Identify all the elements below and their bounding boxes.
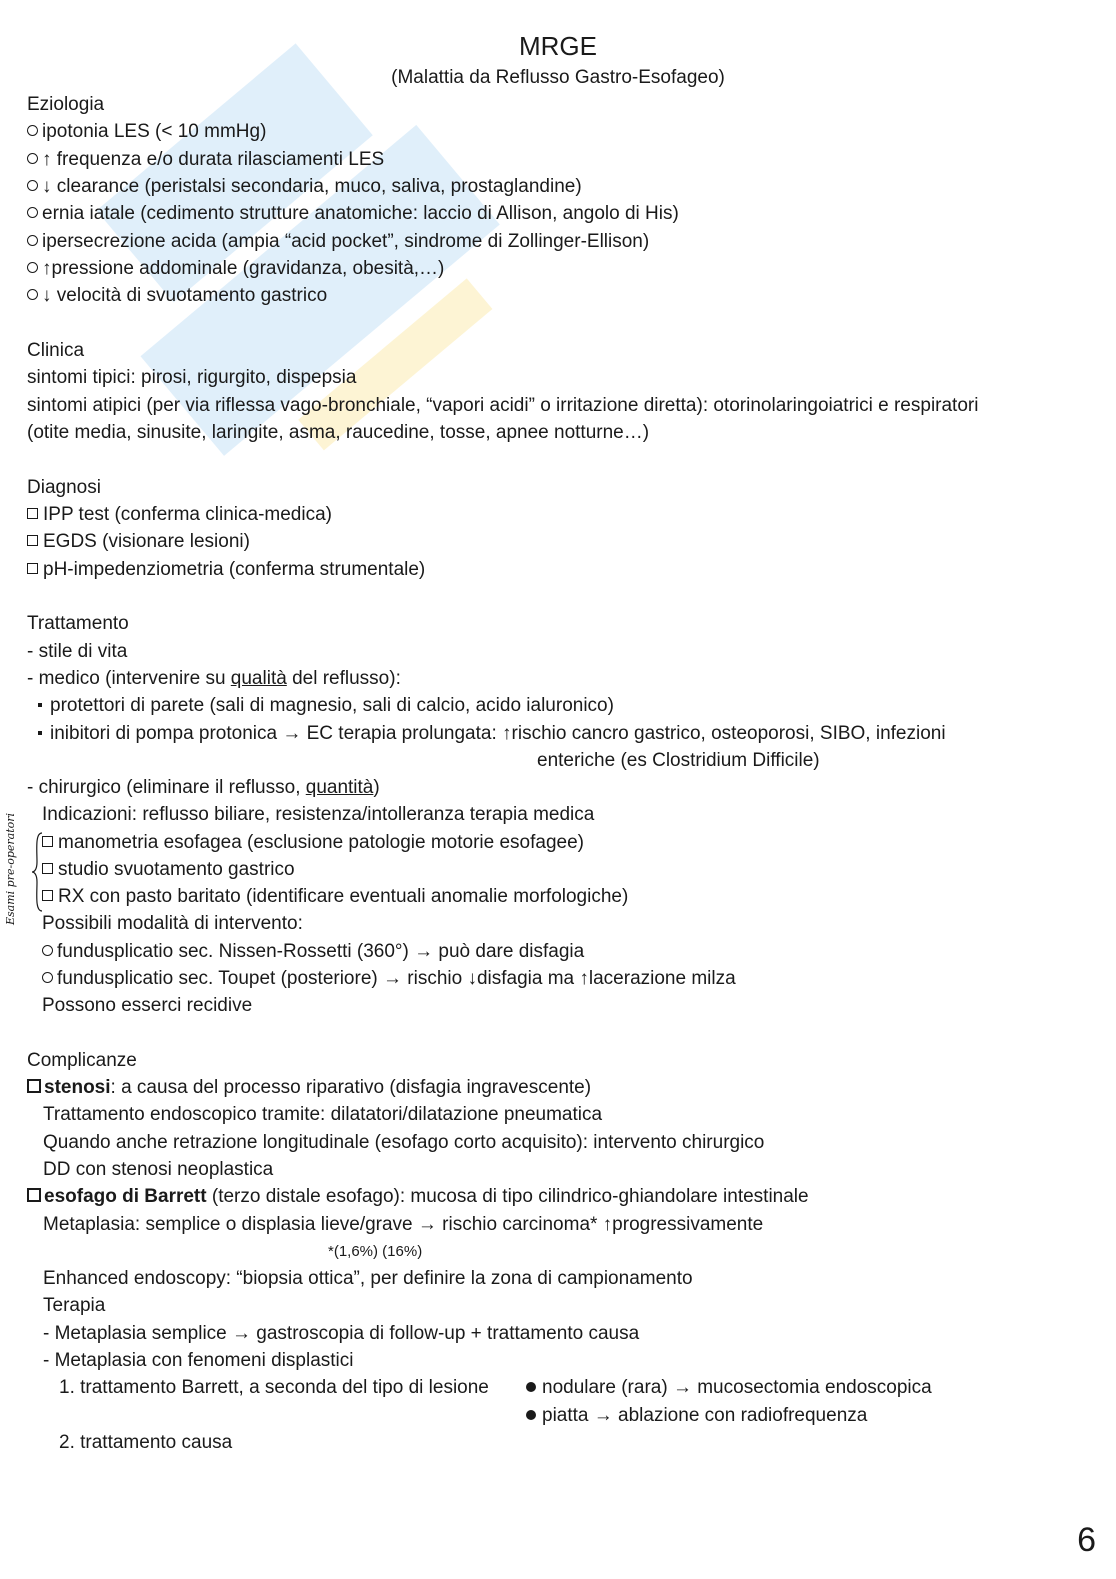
list-item: ↑ frequenza e/o durata rilasciamenti LES	[27, 146, 384, 173]
square-bullet-icon	[38, 731, 42, 735]
list-item: inibitori di pompa protonica → EC terapia prolungata: ↑rischio cancro gastrico, osteoporosi, SIBO, infezioni	[38, 720, 946, 747]
page-number: 6	[1077, 1521, 1096, 1559]
circle-bullet-icon	[27, 153, 38, 164]
text-line: Quando anche retrazione longitudinale (esofago corto acquisito): intervento chirurgico	[43, 1132, 765, 1153]
checkbox-square-icon	[27, 1188, 41, 1202]
text-line: Possibili modalità di intervento:	[42, 913, 303, 934]
text-line: - chirurgico (eliminare il reflusso, quantità)	[27, 777, 380, 798]
checkbox-square-icon	[27, 1079, 41, 1093]
text-line: Enhanced endoscopy: “biopsia ottica”, per definire la zona di campionamento	[43, 1268, 693, 1289]
checkbox-square-icon	[42, 863, 53, 874]
square-bullet-icon	[38, 703, 42, 707]
section-heading-trattamento: Trattamento	[27, 613, 129, 634]
text-line: Indicazioni: reflusso biliare, resistenza/intolleranza terapia medica	[42, 804, 595, 825]
checkbox-square-icon	[42, 890, 53, 901]
circle-bullet-icon	[27, 207, 38, 218]
list-item: esofago di Barrett (terzo distale esofago): mucosa di tipo cilindrico-ghiandolare intestinale	[27, 1183, 809, 1210]
checkbox-square-icon	[27, 563, 38, 574]
text-line: sintomi tipici: pirosi, rigurgito, dispepsia	[27, 367, 357, 388]
section-heading-eziologia: Eziologia	[27, 94, 105, 115]
numbered-item: 2. trattamento causa	[59, 1432, 233, 1453]
list-item: protettori di parete (sali di magnesio, sali di calcio, acido ialuronico)	[38, 692, 614, 719]
checkbox-square-icon	[27, 535, 38, 546]
text-line: Trattamento endoscopico tramite: dilatatori/dilatazione pneumatica	[43, 1104, 603, 1125]
list-item: manometria esofagea (esclusione patologie motorie esofagee)	[42, 829, 584, 856]
text-line: DD con stenosi neoplastica	[43, 1159, 274, 1180]
filled-bullet-icon	[526, 1382, 536, 1392]
list-item: studio svuotamento gastrico	[42, 856, 295, 883]
circle-bullet-icon	[42, 945, 53, 956]
list-item: ↓ clearance (peristalsi secondaria, muco, saliva, prostaglandine)	[27, 173, 582, 200]
page-subtitle: (Malattia da Reflusso Gastro-Esofageo)	[391, 67, 725, 88]
list-item: fundusplicatio sec. Toupet (posteriore) → rischio ↓disfagia ma ↑lacerazione milza	[42, 965, 736, 992]
footnote: *(1,6%) (16%)	[328, 1243, 423, 1260]
list-item: RX con pasto baritato (identificare eventuali anomalie morfologiche)	[42, 883, 628, 910]
numbered-item: 1. trattamento Barrett, a seconda del tipo di lesione	[59, 1377, 489, 1398]
side-note-esami: Esami pre-operatori	[4, 812, 17, 925]
filled-bullet-icon	[526, 1410, 536, 1420]
list-item: ↓ velocità di svuotamento gastrico	[27, 282, 327, 309]
list-item: ipotonia LES (< 10 mmHg)	[27, 118, 266, 145]
section-heading-complicanze: Complicanze	[27, 1050, 137, 1071]
circle-bullet-icon	[42, 972, 53, 983]
circle-bullet-icon	[27, 235, 38, 246]
text-line: Possono esserci recidive	[42, 995, 253, 1016]
text-line: - Metaplasia semplice → gastroscopia di follow-up + trattamento causa	[43, 1323, 640, 1344]
list-item: fundusplicatio sec. Nissen-Rossetti (360°) → può dare disfagia	[42, 938, 584, 965]
list-item: stenosi: a causa del processo riparativo (disfagia ingravescente)	[27, 1074, 591, 1101]
text-line: sintomi atipici (per via riflessa vago-bronchiale, “vapori acidi” o irritazione diretta): otorinolaringoiatrici e respiratori	[27, 395, 979, 416]
text-line: - medico (intervenire su qualità del reflusso):	[27, 668, 401, 689]
text-line: (otite media, sinusite, laringite, asma, raucedine, tosse, apnee notturne…)	[27, 422, 650, 443]
list-item: piatta → ablazione con radiofrequenza	[526, 1402, 867, 1429]
checkbox-square-icon	[27, 508, 38, 519]
text-line: enteriche (es Clostridium Difficile)	[537, 750, 820, 771]
page-title: MRGE	[519, 31, 597, 61]
circle-bullet-icon	[27, 262, 38, 273]
list-item: EGDS (visionare lesioni)	[27, 528, 250, 555]
list-item: ipersecrezione acida (ampia “acid pocket”, sindrome di Zollinger-Ellison)	[27, 228, 649, 255]
circle-bullet-icon	[27, 180, 38, 191]
text-line: - Metaplasia con fenomeni displastici	[43, 1350, 354, 1371]
checkbox-square-icon	[42, 836, 53, 847]
list-item: ernia iatale (cedimento strutture anatomiche: laccio di Allison, angolo di His)	[27, 200, 679, 227]
text-line: Terapia	[43, 1295, 106, 1316]
list-item: pH-impedenziometria (conferma strumentale)	[27, 556, 425, 583]
text-line: Metaplasia: semplice o displasia lieve/grave → rischio carcinoma* ↑progressivamente	[43, 1214, 764, 1235]
section-heading-clinica: Clinica	[27, 340, 85, 361]
circle-bullet-icon	[27, 289, 38, 300]
section-heading-diagnosi: Diagnosi	[27, 477, 101, 498]
text-line: - stile di vita	[27, 641, 128, 662]
list-item: ↑pressione addominale (gravidanza, obesità,…)	[27, 255, 444, 282]
circle-bullet-icon	[27, 125, 38, 136]
list-item: nodulare (rara) → mucosectomia endoscopica	[526, 1374, 932, 1401]
list-item: IPP test (conferma clinica-medica)	[27, 501, 332, 528]
